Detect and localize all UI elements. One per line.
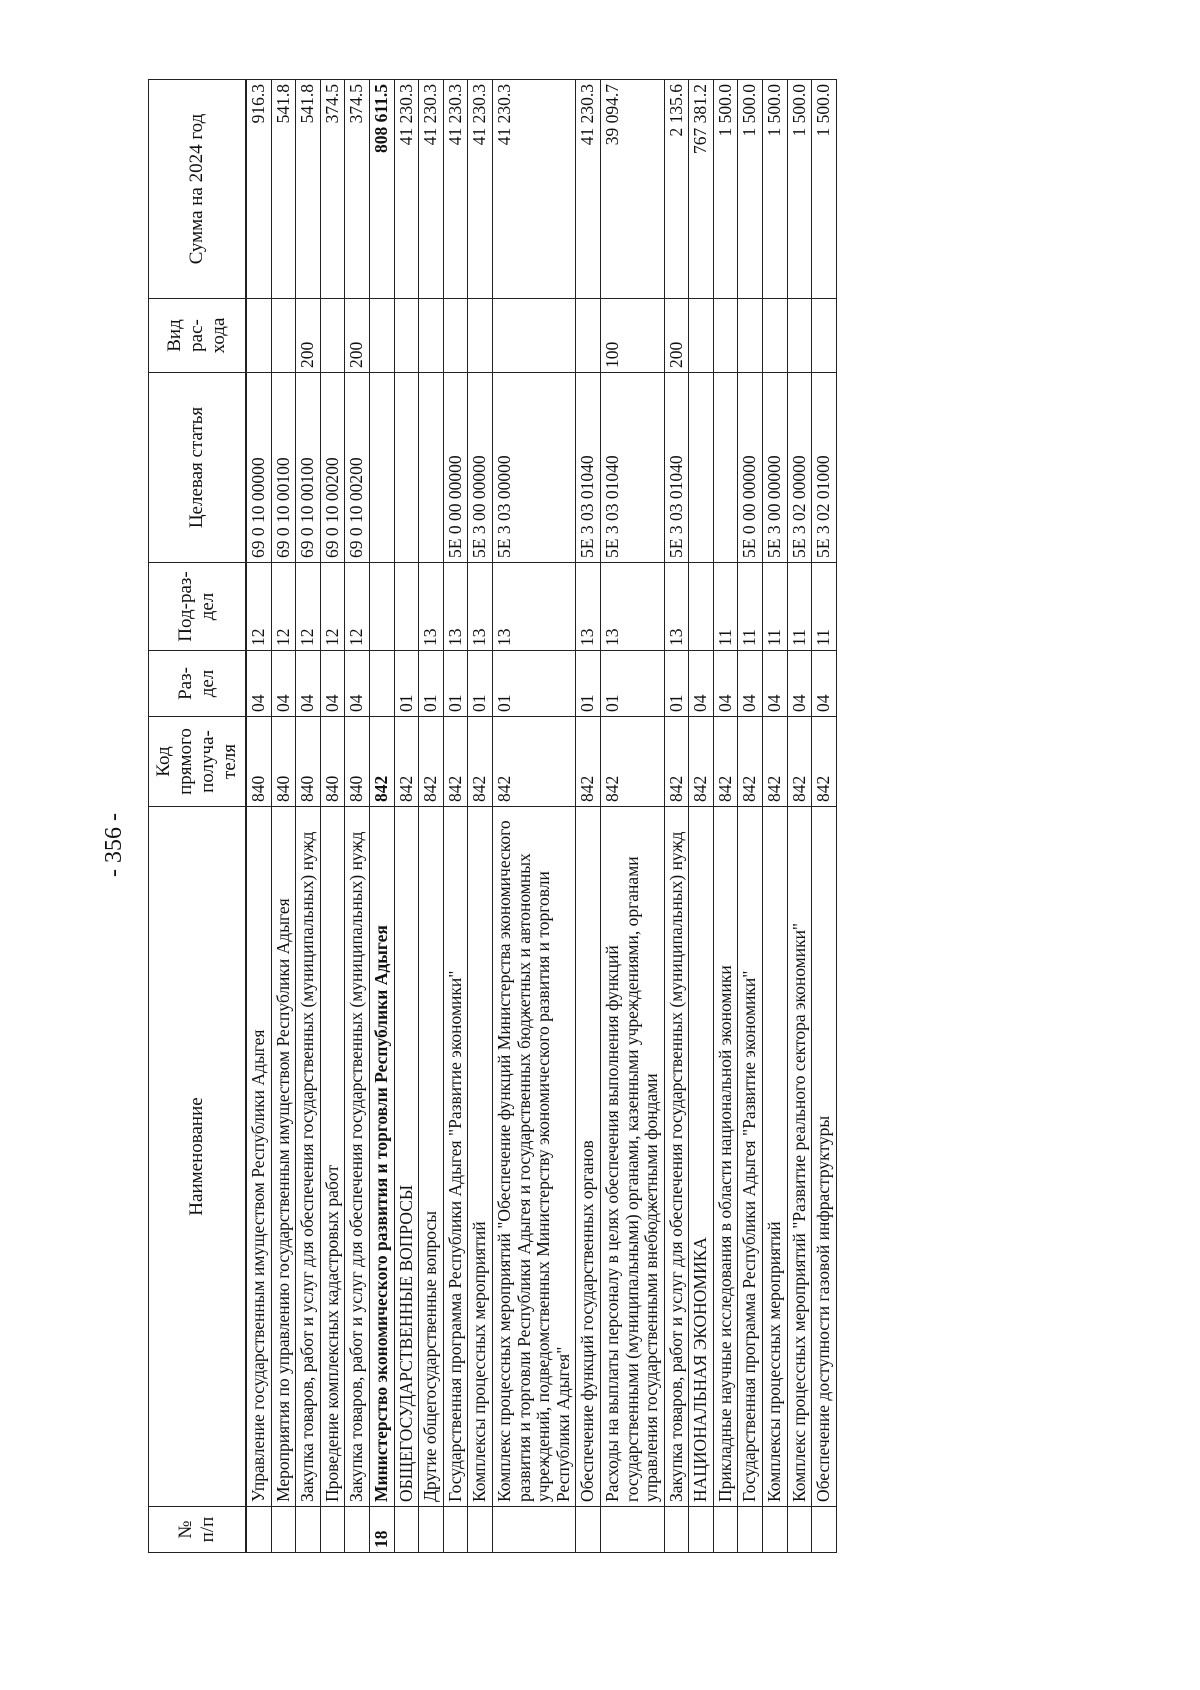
cell-section: 01	[492, 651, 575, 717]
cell-amount: 541.8	[271, 80, 296, 299]
cell-number	[296, 1507, 321, 1553]
cell-subsection: 13	[576, 563, 601, 651]
table-row	[369, 80, 394, 1553]
column-header-section: Раз-дел	[149, 651, 247, 717]
cell-name: Обеспечение функций государственных органов	[576, 807, 601, 1507]
cell-recipient-code: 840	[296, 717, 321, 807]
cell-subsection: 11	[738, 563, 763, 651]
cell-name: Обеспечение доступности газовой инфраструктуры	[812, 807, 837, 1507]
cell-recipient-code: 842	[713, 717, 738, 807]
cell-amount: 1 500.0	[738, 80, 763, 299]
cell-subsection: 11	[763, 563, 788, 651]
cell-section: 01	[394, 651, 419, 717]
table-row	[320, 80, 345, 1553]
cell-name: Государственная программа Республики Адыгея "Развитие экономики"	[443, 807, 468, 1507]
table-row	[394, 80, 419, 1553]
cell-target-article: 5Е 3 02 01000	[812, 373, 837, 563]
cell-section: 04	[271, 651, 296, 717]
cell-number	[419, 1507, 444, 1553]
budget-table	[148, 79, 837, 1553]
cell-number	[738, 1507, 763, 1553]
cell-recipient-code: 842	[763, 717, 788, 807]
cell-amount: 41 230.3	[419, 80, 444, 299]
cell-subsection: 13	[664, 563, 689, 651]
cell-subsection	[369, 563, 394, 651]
cell-amount: 2 135.6	[664, 80, 689, 299]
cell-recipient-code: 842	[812, 717, 837, 807]
cell-section: 01	[600, 651, 664, 717]
cell-amount: 41 230.3	[468, 80, 493, 299]
cell-recipient-code: 842	[787, 717, 812, 807]
cell-subsection: 11	[812, 563, 837, 651]
cell-amount: 1 500.0	[812, 80, 837, 299]
table-row	[787, 80, 812, 1553]
cell-recipient-code: 842	[689, 717, 714, 807]
cell-target-article	[369, 373, 394, 563]
cell-expense-type	[443, 299, 468, 373]
cell-expense-type: 200	[345, 299, 370, 373]
cell-expense-type	[689, 299, 714, 373]
cell-amount: 41 230.3	[492, 80, 575, 299]
table-row	[713, 80, 738, 1553]
cell-subsection: 13	[492, 563, 575, 651]
cell-subsection: 13	[600, 563, 664, 651]
cell-name: Расходы на выплаты персоналу в целях обеспечения выполнения функций государственными (муниципальными) органами, казенными учреждениями, органами управления государственными внебюджетными фондами	[600, 807, 664, 1507]
cell-amount: 1 500.0	[713, 80, 738, 299]
cell-amount: 39 094.7	[600, 80, 664, 299]
column-header-subsection: Под-раз-дел	[149, 563, 247, 651]
cell-name: Мероприятия по управлению государственным имуществом Республики Адыгея	[271, 807, 296, 1507]
cell-name: Комплексы процессных мероприятий	[763, 807, 788, 1507]
cell-amount: 374.5	[345, 80, 370, 299]
cell-expense-type	[763, 299, 788, 373]
column-header-target-article: Целевая статья	[149, 373, 247, 563]
cell-section: 04	[738, 651, 763, 717]
cell-recipient-code: 840	[246, 717, 271, 807]
cell-section: 04	[345, 651, 370, 717]
cell-expense-type	[246, 299, 271, 373]
cell-target-article: 5Е 3 03 01040	[664, 373, 689, 563]
table-row	[600, 80, 664, 1553]
cell-number	[271, 1507, 296, 1553]
cell-target-article: 69 0 10 00200	[320, 373, 345, 563]
cell-number	[787, 1507, 812, 1553]
cell-recipient-code: 842	[738, 717, 763, 807]
table-body	[246, 80, 836, 1553]
column-header-number: № п/п	[149, 1507, 247, 1553]
cell-target-article: 5Е 3 03 00000	[492, 373, 575, 563]
cell-amount: 916.3	[246, 80, 271, 299]
column-header-expense-type: Вид рас-хода	[149, 299, 247, 373]
cell-subsection: 12	[345, 563, 370, 651]
cell-number: 18	[369, 1507, 394, 1553]
cell-name: Управление государственным имуществом Республики Адыгея	[246, 807, 271, 1507]
cell-amount: 41 230.3	[443, 80, 468, 299]
cell-section: 01	[419, 651, 444, 717]
table-row	[468, 80, 493, 1553]
table-row	[492, 80, 575, 1553]
cell-number	[600, 1507, 664, 1553]
cell-section: 04	[713, 651, 738, 717]
cell-number	[443, 1507, 468, 1553]
table-row	[763, 80, 788, 1553]
cell-recipient-code: 842	[369, 717, 394, 807]
cell-expense-type: 100	[600, 299, 664, 373]
cell-target-article: 5Е 3 00 00000	[763, 373, 788, 563]
cell-section: 01	[468, 651, 493, 717]
cell-recipient-code: 842	[664, 717, 689, 807]
cell-name: Закупка товаров, работ и услуг для обеспечения государственных (муниципальных) нужд	[345, 807, 370, 1507]
cell-name: Комплексы процессных мероприятий	[468, 807, 493, 1507]
cell-recipient-code: 842	[394, 717, 419, 807]
cell-number	[713, 1507, 738, 1553]
cell-subsection: 12	[296, 563, 321, 651]
cell-expense-type: 200	[664, 299, 689, 373]
cell-section: 04	[246, 651, 271, 717]
cell-target-article: 69 0 10 00100	[296, 373, 321, 563]
cell-name: Министерство экономического развития и торговли Республики Адыгея	[369, 807, 394, 1507]
cell-subsection: 12	[271, 563, 296, 651]
table-row	[576, 80, 601, 1553]
column-header-recipient-code: Код прямого получа-теля	[149, 717, 247, 807]
cell-subsection: 12	[320, 563, 345, 651]
cell-expense-type	[787, 299, 812, 373]
cell-amount: 541.8	[296, 80, 321, 299]
table-row	[812, 80, 837, 1553]
cell-target-article: 5Е 3 02 00000	[787, 373, 812, 563]
cell-section: 01	[664, 651, 689, 717]
cell-name: ОБЩЕГОСУДАРСТВЕННЫЕ ВОПРОСЫ	[394, 807, 419, 1507]
table-row	[296, 80, 321, 1553]
cell-recipient-code: 842	[600, 717, 664, 807]
cell-number	[320, 1507, 345, 1553]
cell-target-article: 69 0 10 00200	[345, 373, 370, 563]
table-row	[419, 80, 444, 1553]
cell-number	[812, 1507, 837, 1553]
cell-target-article: 69 0 10 00000	[246, 373, 271, 563]
cell-name: Закупка товаров, работ и услуг для обеспечения государственных (муниципальных) нужд	[664, 807, 689, 1507]
cell-expense-type: 200	[296, 299, 321, 373]
cell-expense-type	[320, 299, 345, 373]
cell-subsection	[394, 563, 419, 651]
cell-name: Комплекс процессных мероприятий "Обеспечение функций Министерства экономического развития и торговли Республики Адыгея и государственных бюджетных и автономных учреждений, подведомственных Министерству экономического развития и торговли Республики Адыгея"	[492, 807, 575, 1507]
cell-amount: 767 381.2	[689, 80, 714, 299]
cell-subsection: 13	[468, 563, 493, 651]
cell-amount: 1 500.0	[763, 80, 788, 299]
table-row	[738, 80, 763, 1553]
cell-target-article: 5Е 0 00 00000	[443, 373, 468, 563]
cell-expense-type	[492, 299, 575, 373]
cell-section: 04	[763, 651, 788, 717]
cell-section: 04	[296, 651, 321, 717]
cell-number	[345, 1507, 370, 1553]
cell-section: 04	[320, 651, 345, 717]
cell-name: Прикладные научные исследования в области национальной экономики	[713, 807, 738, 1507]
cell-amount: 41 230.3	[394, 80, 419, 299]
cell-target-article	[713, 373, 738, 563]
cell-target-article: 5Е 3 03 01040	[600, 373, 664, 563]
cell-expense-type	[713, 299, 738, 373]
cell-expense-type	[576, 299, 601, 373]
table-header-row	[149, 80, 247, 1553]
table-row	[271, 80, 296, 1553]
cell-recipient-code: 842	[419, 717, 444, 807]
cell-expense-type	[271, 299, 296, 373]
cell-subsection: 13	[443, 563, 468, 651]
cell-recipient-code: 842	[468, 717, 493, 807]
cell-recipient-code: 842	[576, 717, 601, 807]
cell-number	[576, 1507, 601, 1553]
cell-amount: 1 500.0	[787, 80, 812, 299]
table-row	[345, 80, 370, 1553]
cell-name: Комплекс процессных мероприятий "Развитие реального сектора экономики"	[787, 807, 812, 1507]
cell-section: 04	[689, 651, 714, 717]
cell-section: 04	[812, 651, 837, 717]
cell-section: 01	[443, 651, 468, 717]
table-row	[664, 80, 689, 1553]
cell-name: НАЦИОНАЛЬНАЯ ЭКОНОМИКА	[689, 807, 714, 1507]
cell-target-article	[394, 373, 419, 563]
cell-name: Государственная программа Республики Адыгея "Развитие экономики"	[738, 807, 763, 1507]
cell-target-article	[689, 373, 714, 563]
cell-amount: 808 611.5	[369, 80, 394, 299]
cell-expense-type	[394, 299, 419, 373]
cell-section: 01	[576, 651, 601, 717]
cell-recipient-code: 842	[492, 717, 575, 807]
cell-recipient-code: 840	[345, 717, 370, 807]
table-row	[689, 80, 714, 1553]
cell-name: Другие общегосударственные вопросы	[419, 807, 444, 1507]
cell-target-article	[419, 373, 444, 563]
cell-expense-type	[369, 299, 394, 373]
cell-amount: 41 230.3	[576, 80, 601, 299]
cell-name: Проведение комплексных кадастровых работ	[320, 807, 345, 1507]
cell-number	[763, 1507, 788, 1553]
cell-number	[492, 1507, 575, 1553]
cell-name: Закупка товаров, работ и услуг для обеспечения государственных (муниципальных) нужд	[296, 807, 321, 1507]
cell-recipient-code: 840	[271, 717, 296, 807]
cell-expense-type	[812, 299, 837, 373]
cell-subsection: 11	[787, 563, 812, 651]
cell-target-article: 5Е 3 00 00000	[468, 373, 493, 563]
table-row	[443, 80, 468, 1553]
cell-number	[468, 1507, 493, 1553]
cell-target-article: 5Е 0 00 00000	[738, 373, 763, 563]
cell-section: 04	[787, 651, 812, 717]
cell-recipient-code: 842	[443, 717, 468, 807]
cell-expense-type	[738, 299, 763, 373]
cell-target-article: 5Е 3 03 01040	[576, 373, 601, 563]
cell-subsection	[689, 563, 714, 651]
cell-number	[246, 1507, 271, 1553]
cell-number	[664, 1507, 689, 1553]
cell-subsection: 11	[713, 563, 738, 651]
column-header-amount: Сумма на 2024 год	[149, 80, 247, 299]
table-row	[246, 80, 271, 1553]
cell-expense-type	[419, 299, 444, 373]
cell-recipient-code: 840	[320, 717, 345, 807]
page-number: - 356 -	[101, 813, 127, 877]
cell-subsection: 12	[246, 563, 271, 651]
cell-number	[394, 1507, 419, 1553]
cell-subsection: 13	[419, 563, 444, 651]
cell-target-article: 69 0 10 00100	[271, 373, 296, 563]
cell-amount: 374.5	[320, 80, 345, 299]
cell-number	[689, 1507, 714, 1553]
cell-expense-type	[468, 299, 493, 373]
column-header-name: Наименование	[149, 807, 247, 1507]
cell-section	[369, 651, 394, 717]
